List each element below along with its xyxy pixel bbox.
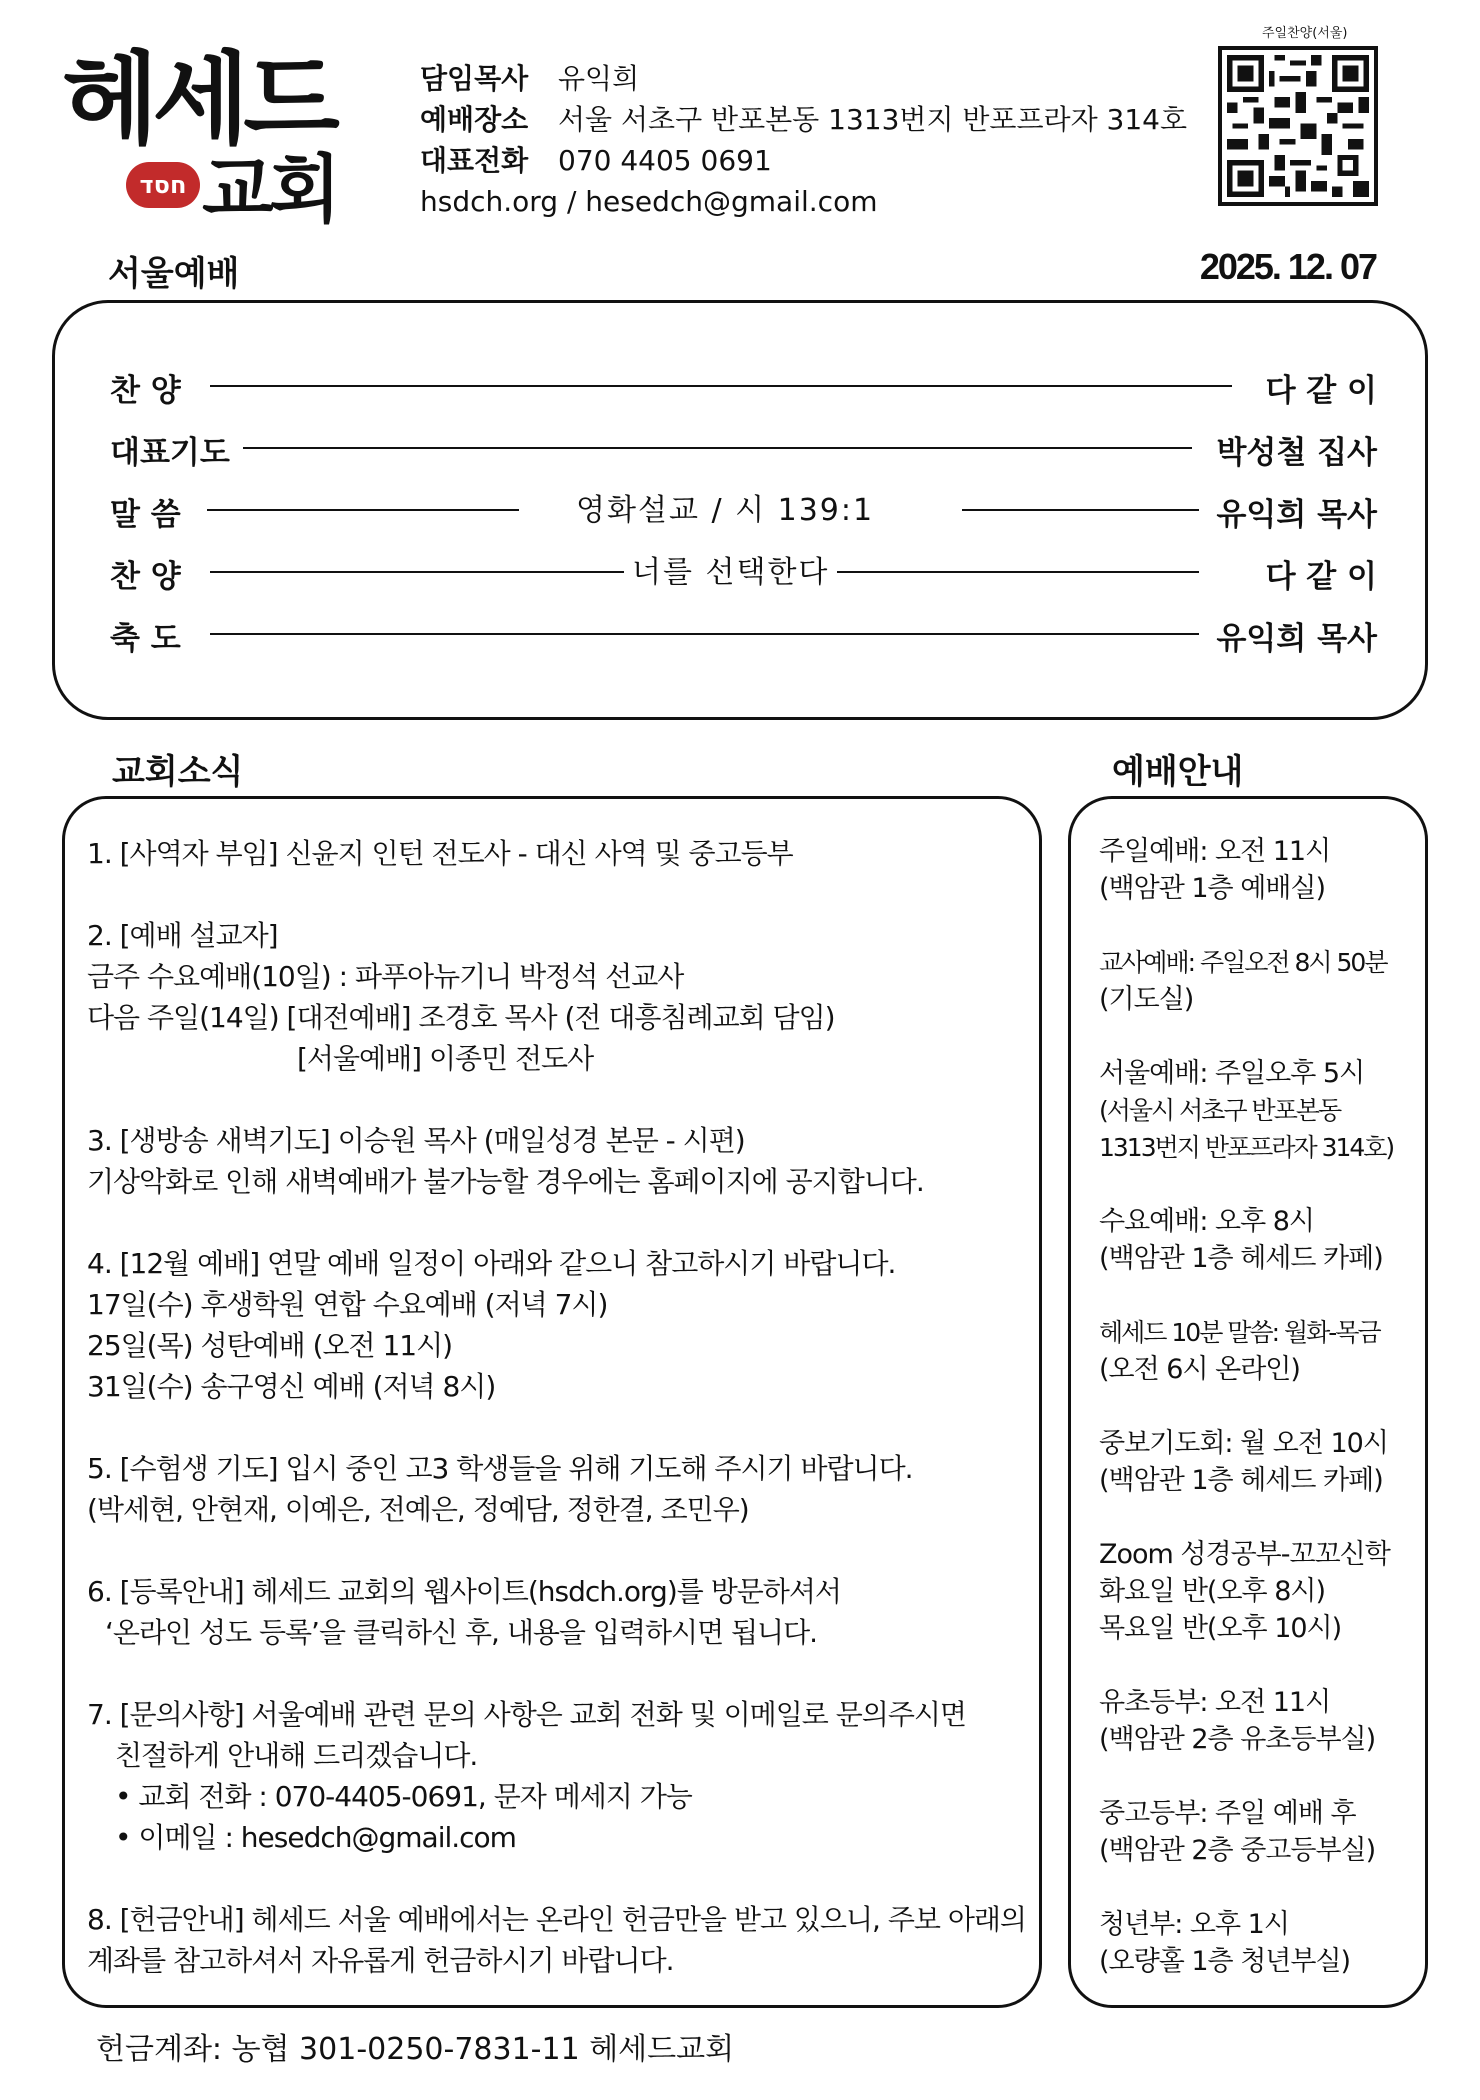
service-line: 서울예배: 주일오후 5시 — [1099, 1058, 1365, 1089]
service-line: 수요예배: 오후 8시 — [1099, 1206, 1315, 1237]
order-leader: 다 같 이 — [1265, 373, 1377, 409]
news-title: 교회소식 — [112, 752, 244, 792]
logo-text-line1: 헤세드 — [62, 41, 334, 158]
service-line: (백암관 2층 중고등부실) — [1099, 1835, 1376, 1866]
news-item — [87, 1899, 1037, 1981]
news-line: 2. [예배 설교자] — [87, 919, 278, 952]
order-of-worship — [52, 300, 1428, 720]
order-label: 찬 양 — [110, 559, 181, 595]
order-row-hymn — [110, 551, 1377, 595]
service-line: (서울시 서초구 반포본동 — [1099, 1096, 1341, 1125]
service-item — [1099, 1536, 1423, 1647]
order-leader: 유익희 목사 — [1216, 621, 1377, 657]
news-line: • 교회 전화 : 070-4405-0691, 문자 메세지 가능 — [115, 1780, 692, 1813]
news-item — [87, 1571, 1037, 1653]
order-label: 대표기도 — [110, 435, 230, 471]
qr-code-graphic — [1222, 50, 1374, 202]
order-leader-line — [243, 447, 1192, 449]
qr-code-icon[interactable] — [1218, 46, 1378, 206]
news-line: 5. [수험생 기도] 입시 중인 고3 학생들을 위해 기도해 주시기 바랍니다. — [87, 1452, 913, 1485]
sermon-title: 영화설교 / 시 139:1 — [576, 485, 874, 529]
news-line: 금주 수요예배(10일) : 파푸아뉴기니 박정석 선교사 — [87, 960, 684, 993]
service-line: 유초등부: 오전 11시 — [1099, 1687, 1331, 1718]
place-row — [420, 99, 1187, 140]
hymn-title: 너를 선택한다 — [624, 547, 837, 591]
news-line: 계좌를 참고하셔서 자유롭게 헌금하시기 바랍니다. — [87, 1944, 674, 1977]
pastor-label: 담임목사 — [420, 62, 529, 95]
service-line: (백암관 2층 유초등부실) — [1099, 1724, 1376, 1755]
church-info — [420, 58, 1187, 222]
order-leader-line — [210, 633, 1199, 635]
service-line: 화요일 반(오후 8시) — [1099, 1576, 1325, 1607]
news-line: 25일(목) 성탄예배 (오전 11시) — [87, 1329, 453, 1362]
service-item — [1099, 1203, 1423, 1277]
bulletin-date: 2025. 12. 07 — [1199, 246, 1376, 287]
web-row — [420, 181, 1187, 222]
order-leader-line — [962, 509, 1199, 511]
service-info-list — [1099, 833, 1423, 2017]
news-line: 3. [생방송 새벽기도] 이승원 목사 (매일성경 본문 - 시편) — [87, 1124, 745, 1157]
order-leader: 다 같 이 — [1265, 559, 1377, 595]
service-line: Zoom 성경공부-꼬꼬신학 — [1099, 1539, 1390, 1570]
phone-value: 070 4405 0691 — [558, 144, 772, 177]
qr-caption: 주일찬양(서울) — [1262, 26, 1348, 41]
logo-text-line2: 교회 — [202, 147, 337, 233]
service-line: (백암관 1층 헤세드 카페) — [1099, 1243, 1383, 1274]
place-label: 예배장소 — [420, 103, 529, 136]
order-row-praise — [110, 365, 1377, 409]
news-line: [서울예배] 이종민 전도사 — [297, 1042, 594, 1075]
service-line: (기도실) — [1099, 984, 1194, 1015]
news-line: ‘온라인 성도 등록’을 클릭하신 후, 내용을 입력하시면 됩니다. — [105, 1616, 818, 1649]
order-leader: 박성철 집사 — [1216, 435, 1377, 471]
church-news-box — [62, 796, 1042, 2008]
phone-label: 대표전화 — [420, 144, 529, 177]
news-item — [87, 915, 1037, 1079]
service-line: 중보기도회: 월 오전 10시 — [1099, 1428, 1388, 1459]
order-leader-line — [207, 509, 519, 511]
service-title: 서울예배 — [108, 254, 240, 294]
service-line: (백암관 1층 헤세드 카페) — [1099, 1465, 1383, 1496]
order-label: 말 씀 — [110, 497, 181, 533]
order-row-sermon — [110, 489, 1377, 533]
order-label: 찬 양 — [110, 373, 181, 409]
church-logo — [62, 41, 372, 233]
service-line: 중고등부: 주일 예배 후 — [1099, 1798, 1356, 1829]
news-line: 31일(수) 송구영신 예배 (저녁 8시) — [87, 1370, 496, 1403]
service-item — [1099, 1906, 1423, 1980]
news-item — [87, 833, 1037, 874]
service-line: 목요일 반(오후 10시) — [1099, 1613, 1342, 1644]
news-line: 다음 주일(14일) [대전예배] 조경호 목사 (전 대흥침례교회 담임) — [87, 1001, 835, 1034]
news-item — [87, 1243, 1037, 1407]
service-line: (오전 6시 온라인) — [1099, 1354, 1300, 1385]
service-line: 주일예배: 오전 11시 — [1099, 836, 1331, 867]
service-item — [1099, 1795, 1423, 1869]
service-line: (백암관 1층 예배실) — [1099, 873, 1325, 904]
pastor-row — [420, 58, 1187, 99]
news-item — [87, 1120, 1037, 1202]
order-row-prayer — [110, 427, 1377, 471]
news-line: 17일(수) 후생학원 연합 수요예배 (저녁 7시) — [87, 1288, 608, 1321]
logo-hebrew-badge: חסד — [126, 162, 200, 208]
order-label: 축 도 — [110, 621, 181, 657]
service-item — [1099, 1425, 1423, 1499]
pastor-value: 유익희 — [558, 62, 640, 95]
service-line: 1313번지 반포프라자 314호) — [1099, 1133, 1394, 1162]
phone-row — [420, 140, 1187, 181]
news-line: 7. [문의사항] 서울예배 관련 문의 사항은 교회 전화 및 이메일로 문의주시면 — [87, 1698, 966, 1731]
news-line: 8. [헌금안내] 헤세드 서울 예배에서는 온라인 헌금만을 받고 있으니, 주보 아래의 — [87, 1903, 1026, 1936]
services-title: 예배안내 — [1112, 752, 1244, 792]
news-line: 1. [사역자 부임] 신윤지 인턴 전도사 - 대신 사역 및 중고등부 — [87, 837, 793, 870]
service-item — [1099, 1684, 1423, 1758]
website-email[interactable]: hsdch.org / hesedch@gmail.com — [420, 185, 878, 218]
service-item — [1099, 944, 1423, 1018]
service-info-box — [1068, 796, 1428, 2008]
place-value: 서울 서초구 반포본동 1313번지 반포프라자 314호 — [558, 103, 1188, 136]
news-line: (박세현, 안현재, 이예은, 전예은, 정예담, 정한결, 조민우) — [87, 1493, 749, 1526]
news-item — [87, 1448, 1037, 1530]
news-line: 기상악화로 인해 새벽예배가 불가능할 경우에는 홈페이지에 공지합니다. — [87, 1165, 924, 1198]
news-line: 친절하게 안내해 드리겠습니다. — [115, 1739, 478, 1772]
news-line: 4. [12월 예배] 연말 예배 일정이 아래와 같으니 참고하시기 바랍니다. — [87, 1247, 896, 1280]
service-item — [1099, 1314, 1423, 1388]
service-item — [1099, 833, 1423, 907]
order-leader: 유익희 목사 — [1216, 497, 1377, 533]
service-item — [1099, 1055, 1423, 1166]
news-item — [87, 1694, 1037, 1858]
news-line: • 이메일 : hesedch@gmail.com — [115, 1821, 516, 1854]
news-line: 6. [등록안내] 헤세드 교회의 웹사이트(hsdch.org)를 방문하셔서 — [87, 1575, 841, 1608]
order-row-benediction — [110, 613, 1377, 657]
church-news-list — [87, 833, 1037, 2022]
service-line: 청년부: 오후 1시 — [1099, 1909, 1289, 1940]
service-line: (오량홀 1층 청년부실) — [1099, 1946, 1351, 1977]
service-line: 교사예배: 주일오전 8시 50분 — [1099, 948, 1387, 977]
service-line: 헤세드 10분 말씀: 월화-목금 — [1099, 1318, 1380, 1347]
order-leader-line — [210, 385, 1232, 387]
offering-account: 헌금계좌: 농협 301-0250-7831-11 헤세드교회 — [96, 2032, 735, 2067]
